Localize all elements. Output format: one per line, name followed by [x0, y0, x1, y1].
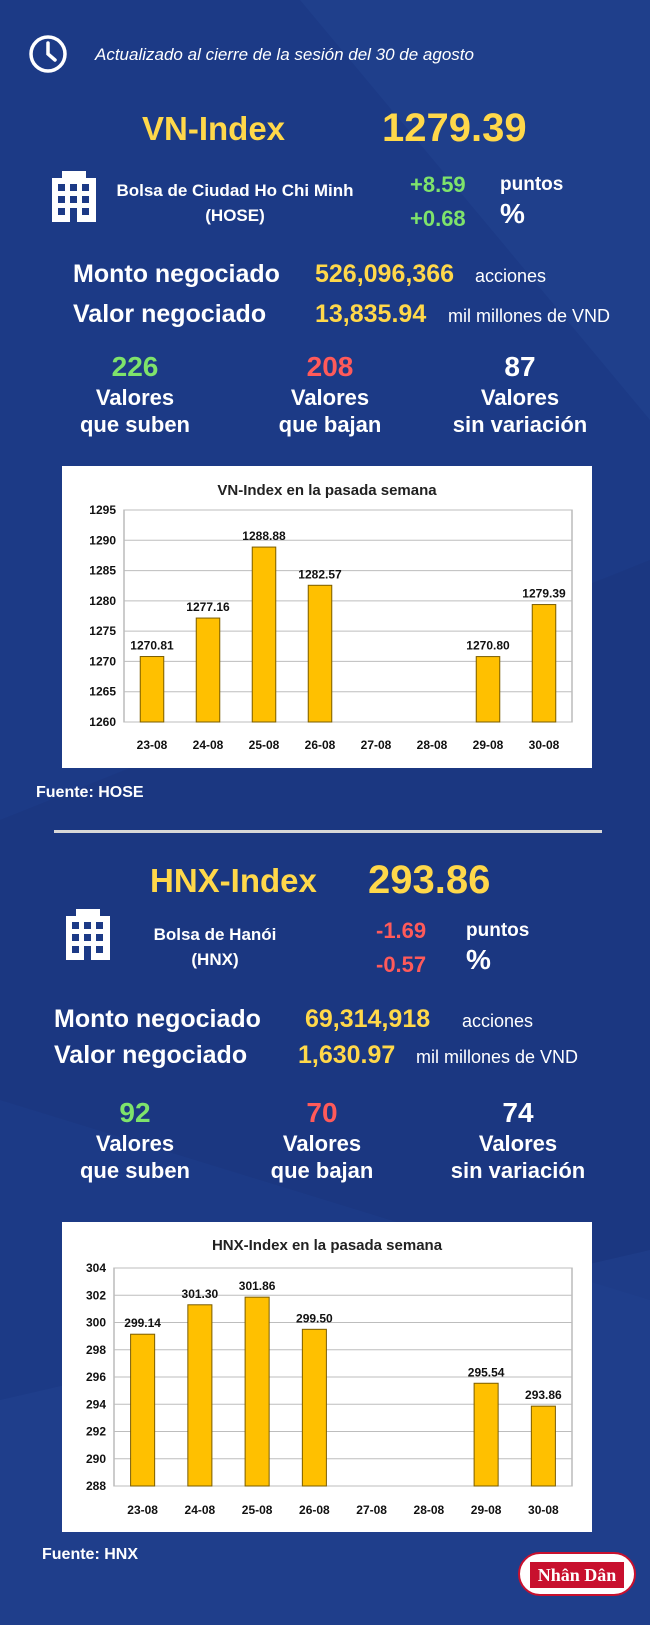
hnx-volume-value: 69,314,918: [305, 1005, 431, 1033]
hnx-xtick-label: 26-08: [299, 1503, 330, 1517]
building-icon: [48, 170, 100, 222]
vn-flat-count: 87: [504, 351, 536, 382]
hnx-bar: [302, 1329, 326, 1486]
vn-bar: [140, 657, 164, 722]
vn-volume-unit: acciones: [475, 266, 547, 286]
vn-exchange-line1: Bolsa de Ciudad Ho Chi Minh: [116, 181, 354, 200]
vn-xtick-label: 27-08: [360, 738, 392, 752]
vn-source: Fuente: HOSE: [36, 784, 144, 801]
vn-xtick-label: 28-08: [416, 738, 448, 752]
vn-ytick-label: 1260: [89, 715, 116, 729]
hnx-value-value: 1,630.97: [298, 1041, 396, 1069]
vn-points-unit: puntos: [500, 174, 564, 195]
hnx-down-label2: que bajan: [270, 1158, 374, 1183]
vn-data-label: 1288.88: [242, 529, 286, 544]
vn-xtick-label: 30-08: [528, 738, 560, 752]
vn-change-points: +8.59: [410, 172, 466, 197]
hnx-flat-label1: Valores: [478, 1131, 558, 1156]
hnx-xtick-label: 27-08: [356, 1503, 387, 1517]
vn-xtick-label: 25-08: [248, 738, 280, 752]
building-icon: [62, 908, 114, 960]
hnx-value-label: Valor negociado: [54, 1041, 248, 1069]
vn-data-label: 1270.80: [466, 638, 510, 653]
vn-volume-label: Monto negociado: [73, 260, 280, 288]
hnx-index-value: 293.86: [368, 858, 491, 902]
vn-plot-frame: [124, 510, 572, 722]
vn-flat-stat: [440, 350, 600, 438]
hnx-source: Fuente: HNX: [42, 1546, 138, 1563]
hnx-data-label: 301.30: [181, 1286, 219, 1301]
hnx-down-count: 70: [306, 1097, 338, 1128]
vn-chart-title: VN-Index en la pasada semana: [217, 482, 437, 499]
vn-value-unit: mil millones de VND: [448, 306, 611, 326]
hnx-bar: [188, 1305, 212, 1486]
hnx-chart-title: HNX-Index en la pasada semana: [211, 1237, 443, 1254]
hnx-ytick-label: 290: [85, 1451, 106, 1466]
vn-xtick-label: 29-08: [472, 738, 504, 752]
hnx-xtick-label: 29-08: [470, 1503, 502, 1517]
hnx-chart: [62, 1222, 592, 1532]
vn-value-value: 13,835.94: [315, 300, 427, 328]
vn-ytick-label: 1270: [89, 654, 116, 669]
hnx-chart-svg: [62, 1222, 592, 1532]
vn-down-stat: [250, 350, 410, 438]
hnx-exchange-name: [115, 922, 315, 972]
hnx-points-unit: puntos: [466, 920, 530, 941]
vn-index-value: 1279.39: [382, 106, 527, 150]
vn-volume-value: 526,096,366: [315, 260, 455, 288]
hnx-ytick-label: 294: [85, 1397, 106, 1412]
vn-chart: [62, 466, 592, 768]
clock-icon: [28, 34, 68, 74]
vn-data-label: 1270.81: [130, 638, 174, 653]
vn-data-label: 1282.57: [298, 567, 342, 582]
vn-data-label: 1277.16: [186, 600, 230, 615]
hnx-ytick-label: 298: [85, 1342, 106, 1357]
vn-ytick-label: 1275: [89, 624, 116, 639]
hnx-xtick-label: 28-08: [413, 1503, 445, 1517]
hnx-value-unit: mil millones de VND: [416, 1047, 579, 1067]
vn-xtick-label: 23-08: [136, 738, 168, 752]
hnx-ytick-label: 300: [85, 1315, 106, 1330]
vn-up-label1: Valores: [95, 385, 175, 410]
vn-index-name: VN-Index: [142, 110, 286, 147]
hnx-data-label: 301.86: [238, 1279, 276, 1294]
hnx-data-label: 299.14: [124, 1316, 161, 1331]
hnx-change-points: -1.69: [376, 918, 427, 943]
hnx-xtick-label: 23-08: [127, 1503, 158, 1517]
hnx-up-label1: Valores: [95, 1131, 175, 1156]
vn-down-label1: Valores: [290, 385, 370, 410]
hnx-flat-stat: [438, 1096, 598, 1184]
hnx-xtick-label: 24-08: [184, 1503, 216, 1517]
hnx-volume-unit: acciones: [462, 1011, 534, 1031]
hnx-bar: [131, 1334, 155, 1486]
hnx-exchange-line2: (HNX): [191, 950, 239, 969]
hnx-up-count: 92: [119, 1097, 151, 1128]
hnx-volume-label: Monto negociado: [54, 1005, 261, 1033]
vn-ytick-label: 1280: [89, 593, 116, 608]
vn-bar: [196, 618, 220, 722]
hnx-bar: [474, 1383, 498, 1486]
vn-bar: [476, 657, 500, 722]
hnx-index-name: HNX-Index: [150, 862, 317, 899]
vn-exchange-line2: (HOSE): [205, 206, 265, 225]
vn-exchange-name: [105, 178, 365, 228]
vn-ytick-label: 1290: [89, 533, 116, 548]
vn-bar: [252, 547, 276, 722]
vn-up-stat: [55, 350, 215, 438]
section-divider: [54, 830, 602, 833]
hnx-up-stat: [55, 1096, 215, 1184]
vn-value-label: Valor negociado: [73, 300, 267, 328]
vn-bar: [532, 605, 556, 722]
vn-xtick-label: 26-08: [304, 738, 336, 752]
vn-ytick-label: 1265: [89, 684, 116, 699]
hnx-up-label2: que suben: [79, 1158, 190, 1183]
hnx-ytick-label: 288: [85, 1479, 106, 1493]
hnx-flat-label2: sin variación: [450, 1158, 586, 1183]
vn-up-label2: que suben: [79, 412, 190, 437]
vn-flat-label1: Valores: [480, 385, 560, 410]
hnx-ytick-label: 296: [85, 1370, 106, 1384]
hnx-data-label: 293.86: [525, 1388, 562, 1403]
nhan-dan-logo-text: Nhân Dân: [530, 1562, 624, 1588]
hnx-percent-unit: %: [466, 944, 491, 975]
update-timestamp: Actualizado al cierre de la sesión del 30 de agosto: [95, 45, 474, 64]
nhan-dan-logo: [518, 1552, 636, 1596]
vn-down-count: 208: [306, 351, 354, 382]
hnx-ytick-label: 304: [85, 1261, 106, 1275]
vn-percent-unit: %: [500, 198, 525, 229]
vn-xtick-label: 24-08: [192, 738, 224, 752]
vn-data-label: 1279.39: [522, 586, 566, 601]
hnx-bar: [245, 1297, 269, 1486]
vn-ytick-label: 1295: [89, 503, 116, 517]
hnx-flat-count: 74: [502, 1097, 534, 1128]
vn-chart-svg: [62, 466, 592, 768]
vn-bar: [308, 585, 332, 722]
vn-flat-label2: sin variación: [452, 412, 588, 437]
hnx-xtick-label: 25-08: [241, 1503, 273, 1517]
hnx-down-label1: Valores: [282, 1131, 362, 1156]
hnx-data-label: 299.50: [296, 1311, 333, 1326]
vn-change-percent: +0.68: [410, 206, 466, 231]
vn-ytick-label: 1285: [89, 563, 116, 578]
vn-down-label2: que bajan: [278, 412, 382, 437]
vn-up-count: 226: [111, 351, 159, 382]
hnx-xtick-label: 30-08: [528, 1503, 559, 1517]
hnx-bar: [531, 1406, 555, 1486]
hnx-change-percent: -0.57: [376, 952, 427, 977]
hnx-ytick-label: 302: [85, 1288, 106, 1303]
hnx-ytick-label: 292: [85, 1424, 106, 1439]
hnx-data-label: 295.54: [467, 1365, 505, 1380]
hnx-exchange-line1: Bolsa de Hanói: [153, 925, 277, 944]
hnx-down-stat: [242, 1096, 402, 1184]
